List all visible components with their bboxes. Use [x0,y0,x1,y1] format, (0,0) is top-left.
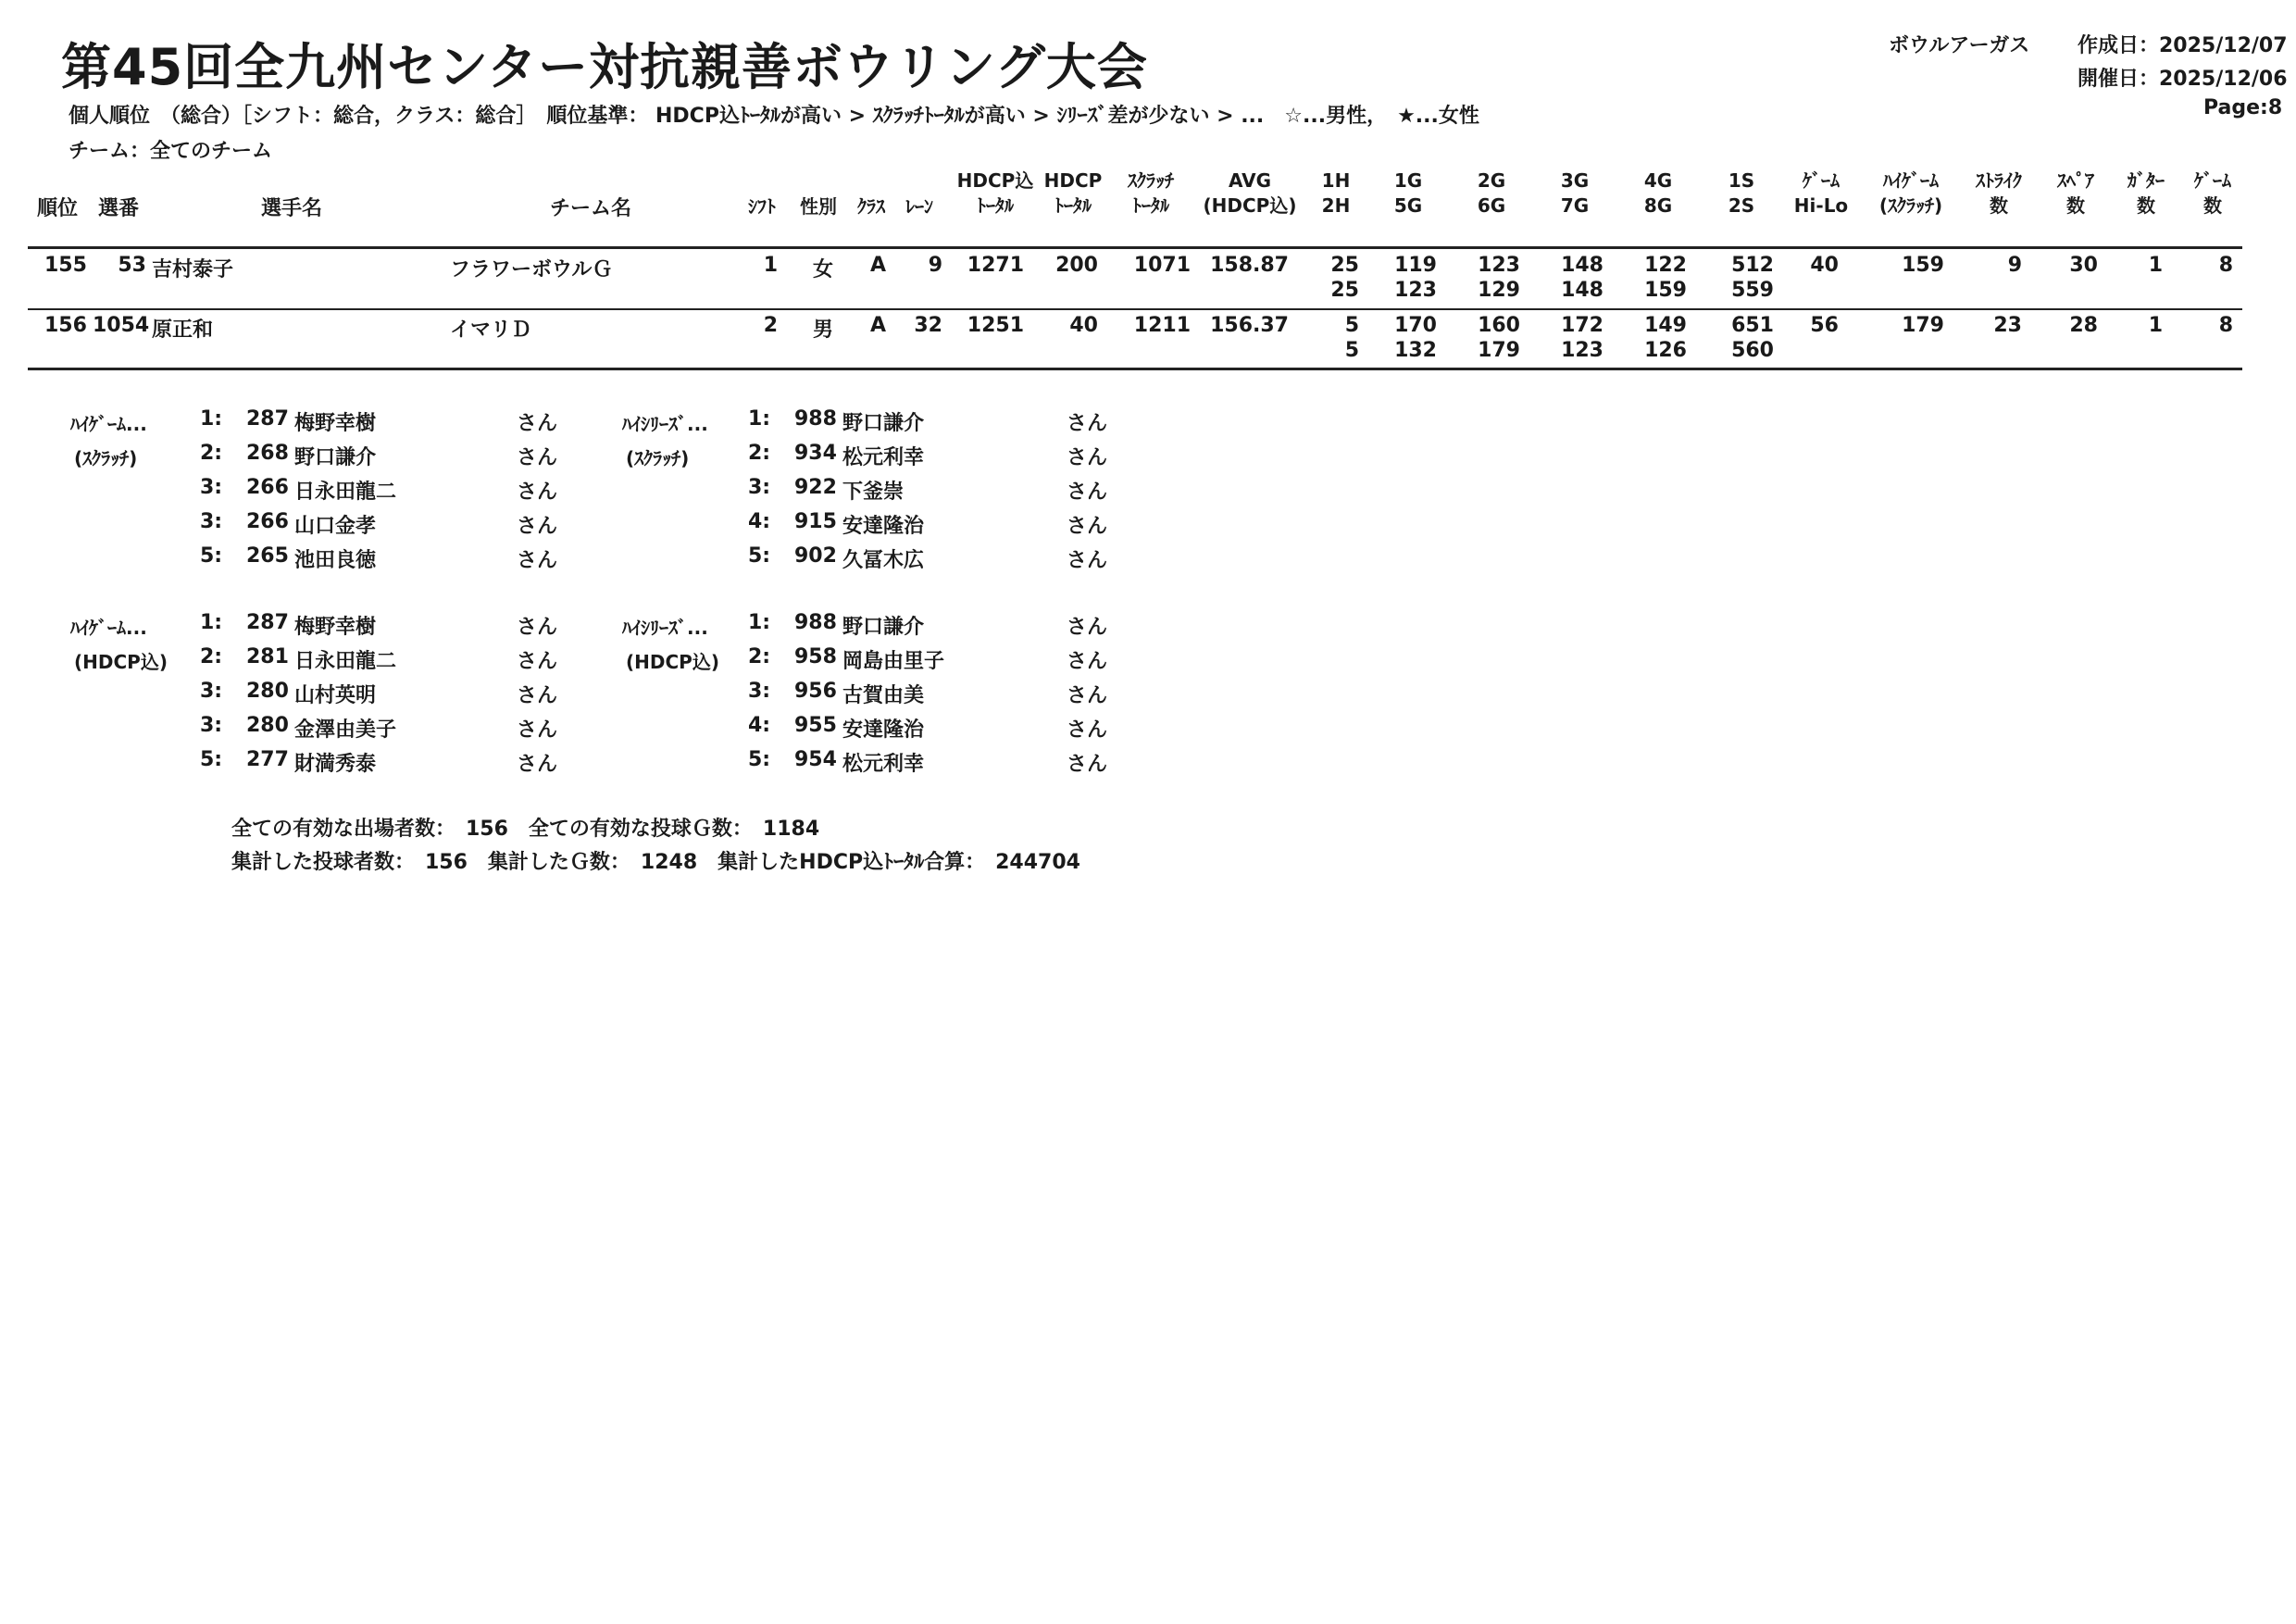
col-hdcp-total: HDCP込 ﾄｰﾀﾙ [956,169,1034,217]
class: A [870,254,887,277]
game-4: 149 [1644,314,1687,337]
created-date: 作成日：2025/12/07 [2078,34,2288,57]
games: 8 [2218,254,2233,277]
game-5: 123 [1394,279,1437,302]
rank: 156 [44,314,87,337]
col-rank: 順位 [37,197,79,220]
col-lane: ﾚｰﾝ [905,195,933,218]
scratch-total: 1071 [1133,254,1191,277]
game-8: 159 [1644,279,1687,302]
rank: 155 [44,254,87,277]
hdcp-total: 1271 [967,254,1024,277]
game-5: 132 [1394,339,1437,362]
team-name: フラワーボウルＧ [450,258,613,281]
strikes: 23 [1993,314,2022,337]
col-average: AVG (HDCP込) [1203,169,1297,217]
game-6: 129 [1478,279,1520,302]
player-number: 53 [118,254,146,277]
high-game-hdcp-label: ﾊｲｹﾞｰﾑ... [70,617,147,639]
player-name: 吉村泰子 [152,258,234,281]
hi-lo: 56 [1810,314,1839,337]
game-8: 126 [1644,339,1687,362]
game-2: 123 [1478,254,1520,277]
col-game-4-8: 4G 8G [1643,169,1673,217]
high-series-hdcp-sublabel: (HDCP込) [626,651,719,673]
row-divider [28,308,2242,310]
venue-name: ボウルアーガス [1889,34,2030,57]
games: 8 [2218,314,2233,337]
half-2: 25 [1330,279,1359,302]
high-game-hdcp-sublabel: (HDCP込) [74,651,168,673]
col-high-game: ﾊｲｹﾞｰﾑ (ｽｸﾗｯﾁ) [1878,169,1943,217]
game-6: 179 [1478,339,1520,362]
col-number: 選番 [98,197,140,220]
col-series: 1S 2S [1728,169,1755,217]
high-game: 179 [1902,314,1944,337]
page-title: 第45回全九州センター対抗親善ボウリング大会 [61,38,1148,96]
strikes: 9 [2007,254,2022,277]
col-games: ｹﾞｰﾑ 数 [2194,169,2231,217]
hdcp-total: 1251 [967,314,1024,337]
game-7: 123 [1561,339,1603,362]
table-bottom-rule [28,368,2242,370]
col-gutters: ｶﾞﾀｰ 数 [2128,169,2165,217]
game-3: 172 [1561,314,1603,337]
lane: 32 [914,314,942,337]
gender: 女 [813,258,834,281]
col-shift: ｼﾌﾄ [748,195,776,218]
col-half: 1H 2H [1321,169,1351,217]
col-gender: 性別 [800,195,837,218]
shift: 2 [763,314,778,337]
class: A [870,314,887,337]
col-hilo: ｹﾞｰﾑ Hi-Lo [1793,169,1849,217]
average: 156.37 [1210,314,1289,337]
player-number: 1054 [93,314,150,337]
average: 158.87 [1210,254,1289,277]
held-date: 開催日：2025/12/06 [2078,68,2288,91]
player-name: 原正和 [152,319,214,342]
col-team: チーム名 [550,197,632,220]
series-1: 512 [1731,254,1774,277]
game-7: 148 [1561,279,1603,302]
spares: 28 [2069,314,2098,337]
high-game-scratch-sublabel: (ｽｸﾗｯﾁ) [74,447,138,469]
gutters: 1 [2148,314,2163,337]
col-game-2-6: 2G 6G [1477,169,1506,217]
game-3: 148 [1561,254,1603,277]
shift: 1 [763,254,778,277]
col-spares: ｽﾍﾟｱ 数 [2057,169,2094,217]
series-2: 560 [1731,339,1774,362]
scratch-total: 1211 [1133,314,1191,337]
col-strikes: ｽﾄﾗｲｸ 数 [1976,169,2022,217]
hdcp: 40 [1069,314,1098,337]
col-game-1-5: 1G 5G [1393,169,1423,217]
team-name: イマリＤ [450,319,532,342]
series-2: 559 [1731,279,1774,302]
summary-line-1: 全ての有効な出場者数： 156 全ての有効な投球Ｇ数： 1184 [231,818,820,841]
ranking-criteria: 個人順位 （総合）［シフト：総合，クラス：総合］ 順位基準： HDCP込ﾄｰﾀﾙが高い > ｽｸﾗｯﾁﾄｰﾀﾙが高い > ｼﾘｰｽﾞ差が少ない > ... ☆...男性， ★...女性 [69,105,1479,128]
half-1: 5 [1344,314,1359,337]
game-4: 122 [1644,254,1687,277]
header-divider [28,246,2242,249]
lane: 9 [928,254,942,277]
half-2: 5 [1344,339,1359,362]
high-game: 159 [1902,254,1944,277]
game-2: 160 [1478,314,1520,337]
game-1: 119 [1394,254,1437,277]
half-1: 25 [1330,254,1359,277]
summary-line-2: 集計した投球者数： 156 集計したＧ数： 1248 集計したHDCP込ﾄｰﾀﾙ合算： 244704 [231,851,1080,874]
game-1: 170 [1394,314,1437,337]
high-series-scratch-sublabel: (ｽｸﾗｯﾁ) [626,447,690,469]
high-game-scratch-label: ﾊｲｹﾞｰﾑ... [70,413,147,435]
col-hdcp: HDCP ﾄｰﾀﾙ [1043,169,1103,217]
col-class: ｸﾗｽ [857,195,885,218]
series-1: 651 [1731,314,1774,337]
col-game-3-7: 3G 7G [1560,169,1590,217]
team-filter: チーム：全てのチーム [69,140,273,163]
hi-lo: 40 [1810,254,1839,277]
hdcp: 200 [1055,254,1098,277]
col-scratch-total: ｽｸﾗｯﾁ ﾄｰﾀﾙ [1128,169,1174,217]
high-series-scratch-label: ﾊｲｼﾘｰｽﾞ... [622,413,708,435]
gutters: 1 [2148,254,2163,277]
high-series-hdcp-label: ﾊｲｼﾘｰｽﾞ... [622,617,708,639]
col-player: 選手名 [261,197,323,220]
page-number: Page:8 [2203,96,2283,119]
gender: 男 [813,319,834,342]
spares: 30 [2069,254,2098,277]
